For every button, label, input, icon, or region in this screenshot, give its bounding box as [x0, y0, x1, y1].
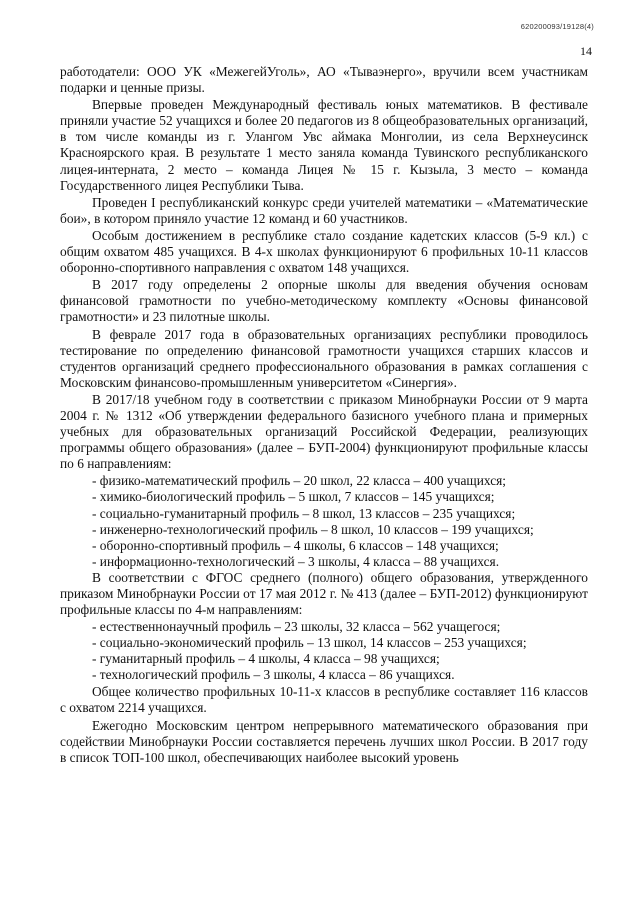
- profile-list-bup2004: [60, 473, 588, 570]
- list-item: - социально-гуманитарный профиль – 8 школ, 13 классов – 235 учащихся;: [92, 505, 516, 521]
- list-item: - химико-биологический профиль – 5 школ, 7 классов – 145 учащихся;: [92, 489, 495, 505]
- list-item: - естественнонаучный профиль – 23 школы, 32 класса – 562 учащегося;: [92, 619, 501, 635]
- list-item: - гуманитарный профиль – 4 школы, 4 класса – 98 учащихся;: [92, 651, 440, 667]
- profile-list-bup2012: [60, 619, 588, 683]
- paragraph: В феврале 2017 года в образовательных организациях республики проводилось тестирование по определению финансовой грамотности учащихся старших классов и студентов организаций среднего профессионального образования в рамках соглашения с Московским финансово-промышленным университетом «Синергия».: [60, 326, 588, 390]
- paragraph: Общее количество профильных 10-11-х классов в республике составляет 116 классов с охватом 2214 учащихся.: [60, 683, 588, 715]
- list-item: - физико-математический профиль – 20 школ, 22 класса – 400 учащихся;: [92, 473, 507, 489]
- list-item: - информационно-технологический – 3 школы, 4 класса – 88 учащихся.: [92, 553, 500, 569]
- list-item: - социально-экономический профиль – 13 школ, 14 классов – 253 учащихся;: [92, 635, 527, 651]
- list-item: - оборонно-спортивный профиль – 4 школы, 6 классов – 148 учащихся;: [92, 537, 499, 553]
- page-number: 14: [580, 44, 592, 58]
- paragraph: работодатели: ООО УК «МежегейУголь», АО «Тываэнерго», вручили всем участникам подарки и ценные призы.: [60, 64, 588, 96]
- paragraph: В соответствии с ФГОС среднего (полного) общего образования, утвержденного приказом Минобрнауки России от 17 мая 2012 г. № 413 (далее – БУП-2012) функционируют профильные классы по 4-м направлениям:: [60, 569, 588, 618]
- paragraph: Проведен I республиканский конкурс среди учителей математики – «Математические бои», в котором приняло участие 12 команд и 60 участников.: [60, 194, 588, 226]
- list-item: - технологический профиль – 3 школы, 4 класса – 86 учащихся.: [92, 667, 455, 683]
- paragraph: В 2017 году определены 2 опорные школы для введения обучения основам финансовой грамотности по учебно-методическому комплекту «Основы финансовой грамотности» и 23 пилотные школы.: [60, 277, 588, 325]
- paragraph: Впервые проведен Международный фестиваль юных математиков. В фестивале приняли участие 52 учащихся и более 20 педагогов из 8 общеобразовательных организаций, в том числе команды из г. Улангом Увс аймака Монголии, из села Верхнеусинск Красноярского края. В результате 1 место заняла команда Тувинского республиканского лицея-интерната, 2 место – команда Лицея № 15 г. Кызыла, 3 место – команда Государственного лицея Республики Тыва.: [60, 97, 588, 193]
- document-id: 620200093/19128(4): [520, 22, 594, 31]
- paragraph: Особым достижением в республике стало создание кадетских классов (5-9 кл.) с общим охватом 485 учащихся. В 4-х школах функционируют 6 профильных 10-11 классов оборонно-спортивного направления с охватом 148 учащихся.: [60, 227, 588, 276]
- document-body: [60, 64, 588, 767]
- list-item: - инженерно-технологический профиль – 8 школ, 10 классов – 199 учащихся;: [92, 521, 534, 537]
- paragraph: Ежегодно Московским центром непрерывного математического образования при содействии Минобрнауки России составляется перечень лучших школ России. В 2017 году в список ТОП-100 школ, обеспечивающих наиболее высокий уровень: [60, 717, 588, 765]
- paragraph: В 2017/18 учебном году в соответствии с приказом Минобрнауки России от 9 марта 2004 г. № 1312 «Об утверждении федерального базисного учебного плана и примерных учебных для образовательных организаций Российской Федерации, реализующих программы общего образования» (далее – БУП-2004) функционируют профильные классы по 6 направлениям:: [60, 391, 588, 472]
